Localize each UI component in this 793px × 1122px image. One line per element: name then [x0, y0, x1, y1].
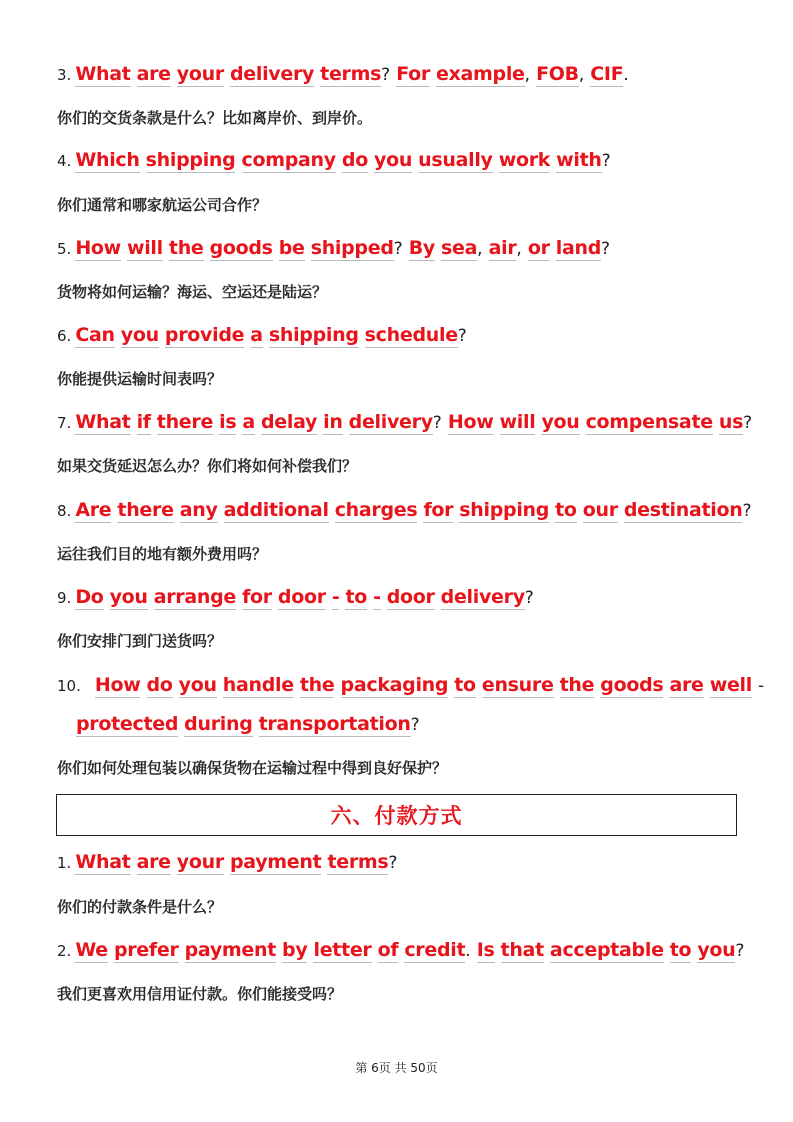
- english-word: the: [559, 674, 595, 696]
- english-word: of: [377, 939, 399, 961]
- english-word: your: [176, 851, 224, 873]
- question-en: [57, 666, 765, 744]
- english-word: terms: [320, 63, 382, 85]
- english-word: arrange: [153, 586, 237, 608]
- english-word: do: [146, 674, 173, 696]
- question-cn: 我们更喜欢用信用证付款。你们能接受吗？: [57, 985, 343, 1003]
- english-word: acceptable: [549, 939, 664, 961]
- question-en: [57, 578, 747, 617]
- english-word: schedule: [364, 324, 458, 346]
- punctuation: ?: [410, 715, 420, 735]
- question-line: [57, 666, 765, 705]
- punctuation: .: [465, 941, 471, 961]
- english-word: well: [709, 674, 752, 696]
- english-word: credit: [404, 939, 466, 961]
- question-number: 8.: [57, 502, 72, 520]
- english-word: will: [499, 411, 536, 433]
- question-number: 4.: [57, 152, 72, 170]
- english-word: payment: [184, 939, 276, 961]
- english-word: to: [669, 939, 692, 961]
- english-word: usually: [418, 149, 493, 171]
- page-footer: 第 6页 共 50页: [355, 1061, 438, 1075]
- punctuation: ?: [381, 65, 391, 85]
- english-word: us: [718, 411, 744, 433]
- english-word: delivery: [348, 411, 433, 433]
- english-word: FOB: [536, 63, 579, 85]
- question-cn: 如果交货延迟怎么办？你们将如何补偿我们？: [57, 457, 358, 475]
- english-word: What: [75, 63, 131, 85]
- english-word: Do: [75, 586, 104, 608]
- question-line: [57, 55, 747, 94]
- english-word: sea: [441, 237, 478, 259]
- english-word: shipped: [310, 237, 394, 259]
- question-continuation: [57, 705, 420, 744]
- english-word: delay: [260, 411, 318, 433]
- english-word: shipping: [145, 149, 236, 171]
- punctuation: ?: [388, 853, 398, 873]
- english-word: additional: [223, 499, 329, 521]
- english-word: How: [447, 411, 494, 433]
- english-word: Can: [75, 324, 115, 346]
- punctuation: ?: [743, 413, 753, 433]
- english-word: a: [242, 411, 255, 433]
- question-number: 1.: [57, 854, 72, 872]
- english-word: to: [555, 499, 577, 521]
- english-word: Is: [476, 939, 495, 961]
- english-word: charges: [334, 499, 418, 521]
- punctuation: -: [758, 676, 765, 696]
- question-cn: 货物将如何运输？海运、空运还是陆运？: [57, 283, 328, 301]
- punctuation: .: [623, 65, 629, 85]
- question-line: [57, 843, 747, 882]
- english-word: do: [341, 149, 368, 171]
- question-en: [57, 229, 747, 268]
- english-word: -: [373, 586, 381, 608]
- question-en: [57, 316, 747, 355]
- english-word: company: [241, 149, 336, 171]
- english-word: air: [488, 237, 517, 259]
- english-word: door: [386, 586, 435, 608]
- english-word: -: [331, 586, 340, 608]
- english-word: or: [527, 237, 550, 259]
- question-en: [57, 141, 747, 180]
- english-word: you: [120, 324, 159, 346]
- question-cn: 你能提供运输时间表吗？: [57, 370, 223, 388]
- punctuation: ?: [601, 151, 611, 171]
- english-word: door: [277, 586, 326, 608]
- question-en: [57, 491, 752, 530]
- english-word: Are: [75, 499, 112, 521]
- question-cn: 你们的付款条件是什么？: [57, 898, 223, 916]
- english-word: prefer: [113, 939, 179, 961]
- english-word: the: [299, 674, 335, 696]
- question-number: 3.: [57, 66, 72, 84]
- question-number: 6.: [57, 327, 72, 345]
- question-line: [57, 578, 747, 617]
- english-word: are: [136, 63, 171, 85]
- punctuation: ?: [742, 501, 752, 521]
- question-cn: 你们的交货条款是什么？比如离岸价、到岸价。: [57, 109, 373, 127]
- english-word: destination: [623, 499, 743, 521]
- punctuation: ,: [578, 65, 585, 85]
- english-word: For: [396, 63, 430, 85]
- english-word: you: [541, 411, 580, 433]
- english-word: to: [454, 674, 476, 696]
- section-heading-box: [56, 794, 737, 836]
- english-word: in: [323, 411, 343, 433]
- english-word: if: [136, 411, 151, 433]
- english-word: We: [75, 939, 108, 961]
- punctuation: ,: [524, 65, 531, 85]
- english-word: shipping: [268, 324, 359, 346]
- english-word: to: [345, 586, 368, 608]
- punctuation: ,: [516, 239, 522, 259]
- english-word: there: [117, 499, 174, 521]
- question-line: [57, 316, 747, 355]
- english-word: for: [423, 499, 454, 521]
- english-word: goods: [600, 674, 664, 696]
- punctuation: ,: [477, 239, 483, 259]
- english-word: terms: [327, 851, 389, 873]
- english-word: by: [282, 939, 308, 961]
- english-word: handle: [222, 674, 294, 696]
- question-number: 7.: [57, 414, 72, 432]
- english-word: ensure: [481, 674, 554, 696]
- english-word: provide: [164, 324, 245, 346]
- question-en: [57, 403, 753, 442]
- question-line: [57, 141, 747, 180]
- english-word: work: [498, 149, 551, 171]
- punctuation: ?: [393, 239, 403, 259]
- english-word: What: [75, 851, 131, 873]
- english-word: payment: [229, 851, 322, 873]
- english-word: for: [242, 586, 272, 608]
- question-number: 5.: [57, 240, 72, 258]
- question-line: [57, 403, 753, 442]
- english-word: are: [136, 851, 171, 873]
- section-title: 六、付款方式: [330, 804, 463, 828]
- english-word: CIF: [590, 63, 624, 85]
- english-word: delivery: [229, 63, 315, 85]
- english-word: are: [669, 674, 704, 696]
- question-line: [57, 931, 747, 970]
- english-word: What: [75, 411, 131, 433]
- english-word: will: [126, 237, 163, 259]
- question-en: [57, 931, 747, 970]
- english-word: you: [697, 939, 736, 961]
- english-word: By: [408, 237, 435, 259]
- english-word: How: [94, 674, 141, 696]
- english-word: shipping: [459, 499, 550, 521]
- punctuation: ?: [735, 941, 745, 961]
- english-word: during: [184, 713, 253, 735]
- english-word: any: [179, 499, 218, 521]
- english-word: letter: [313, 939, 372, 961]
- english-word: a: [250, 324, 263, 346]
- english-word: protected: [76, 713, 179, 735]
- punctuation: ?: [432, 413, 442, 433]
- question-cn: 你们通常和哪家航运公司合作？: [57, 196, 268, 214]
- english-word: goods: [209, 237, 273, 259]
- english-word: with: [556, 149, 602, 171]
- question-cn: 运往我们目的地有额外费用吗？: [57, 545, 268, 563]
- question-number: 10.: [57, 677, 81, 695]
- english-word: packaging: [340, 674, 449, 696]
- punctuation: ?: [457, 326, 467, 346]
- english-word: you: [374, 149, 413, 171]
- english-word: the: [168, 237, 204, 259]
- english-word: land: [555, 237, 602, 259]
- english-word: is: [219, 411, 237, 433]
- question-cn: 你们安排门到门送货吗？: [57, 632, 223, 650]
- question-number: 9.: [57, 589, 72, 607]
- question-line: [57, 491, 752, 530]
- question-number: 2.: [57, 942, 72, 960]
- english-word: Which: [75, 149, 140, 171]
- question-line: [57, 229, 747, 268]
- english-word: you: [109, 586, 148, 608]
- english-word: you: [178, 674, 217, 696]
- question-line: [57, 705, 747, 744]
- english-word: transportation: [258, 713, 411, 735]
- question-cn: 你们如何处理包装以确保货物在运输过程中得到良好保护？: [57, 759, 448, 777]
- english-word: that: [500, 939, 544, 961]
- english-word: there: [156, 411, 214, 433]
- punctuation: ?: [601, 239, 611, 259]
- english-word: be: [278, 237, 305, 259]
- english-word: example: [435, 63, 525, 85]
- english-word: How: [75, 237, 121, 259]
- english-word: delivery: [440, 586, 525, 608]
- english-word: compensate: [585, 411, 713, 433]
- punctuation: ?: [524, 588, 534, 608]
- english-word: our: [582, 499, 618, 521]
- question-en: [57, 55, 747, 94]
- english-word: your: [176, 63, 224, 85]
- question-en: [57, 843, 747, 882]
